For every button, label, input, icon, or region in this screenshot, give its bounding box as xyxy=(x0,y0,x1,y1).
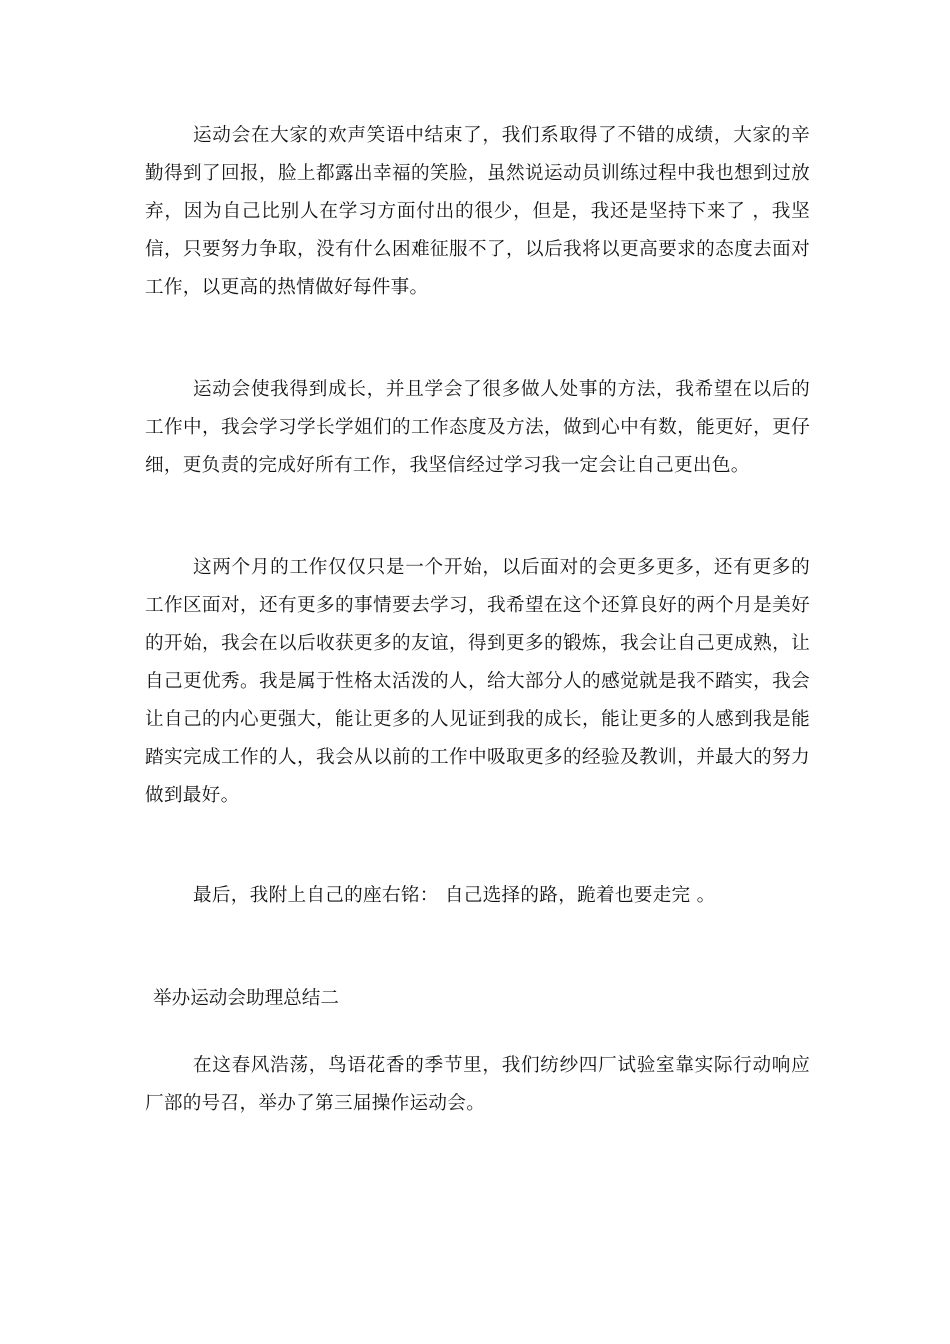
paragraph-two-months-work: 这两个月的工作仅仅只是一个开始，以后面对的会更多更多，还有更多的工作区面对，还有更多的事情要去学习，我希望在这个还算良好的两个月是美好的开始，我会在以后收获更多的友谊，得到更多的锻炼，我会让自己更成熟，让自己更优秀。我是属于性格太活泼的人，给大部分人的感觉就是我不踏实，我会让自己的内心更强大，能让更多的人见证到我的成长，能让更多的人感到我是能踏实完成工作的人，我会从以前的工作中吸取更多的经验及教训，并最大的努力做到最好。 xyxy=(145,557,810,806)
section-heading: 举办运动会助理总结二 xyxy=(153,988,339,1009)
paragraph-motto: 最后，我附上自己的座右铭： 自己选择的路，跪着也要走完 。 xyxy=(193,885,716,906)
paragraph-section-two-intro: 在这春风浩荡，鸟语花香的季节里，我们纺纱四厂试验室靠实际行动响应厂部的号召，举办了第三届操作运动会。 xyxy=(145,1055,810,1114)
paragraph-sports-meet-conclusion: 运动会在大家的欢声笑语中结束了，我们系取得了不错的成绩，大家的辛勤得到了回报，脸上都露出幸福的笑脸，虽然说运动员训练过程中我也想到过放弃，因为自己比别人在学习方面付出的很少，但是，我还是坚持下来了 ，我坚信，只要努力争取，没有什么困难征服不了，以后我将以更高要求的态度去面对工作，以更高的热情做好每件事。 xyxy=(145,125,810,298)
paragraph-growth: 运动会使我得到成长，并且学会了很多做人处事的方法，我希望在以后的工作中，我会学习学长学姐们的工作态度及方法，做到心中有数，能更好，更仔细，更负责的完成好所有工作，我坚信经过学习我一定会让自己更出色。 xyxy=(145,379,810,476)
